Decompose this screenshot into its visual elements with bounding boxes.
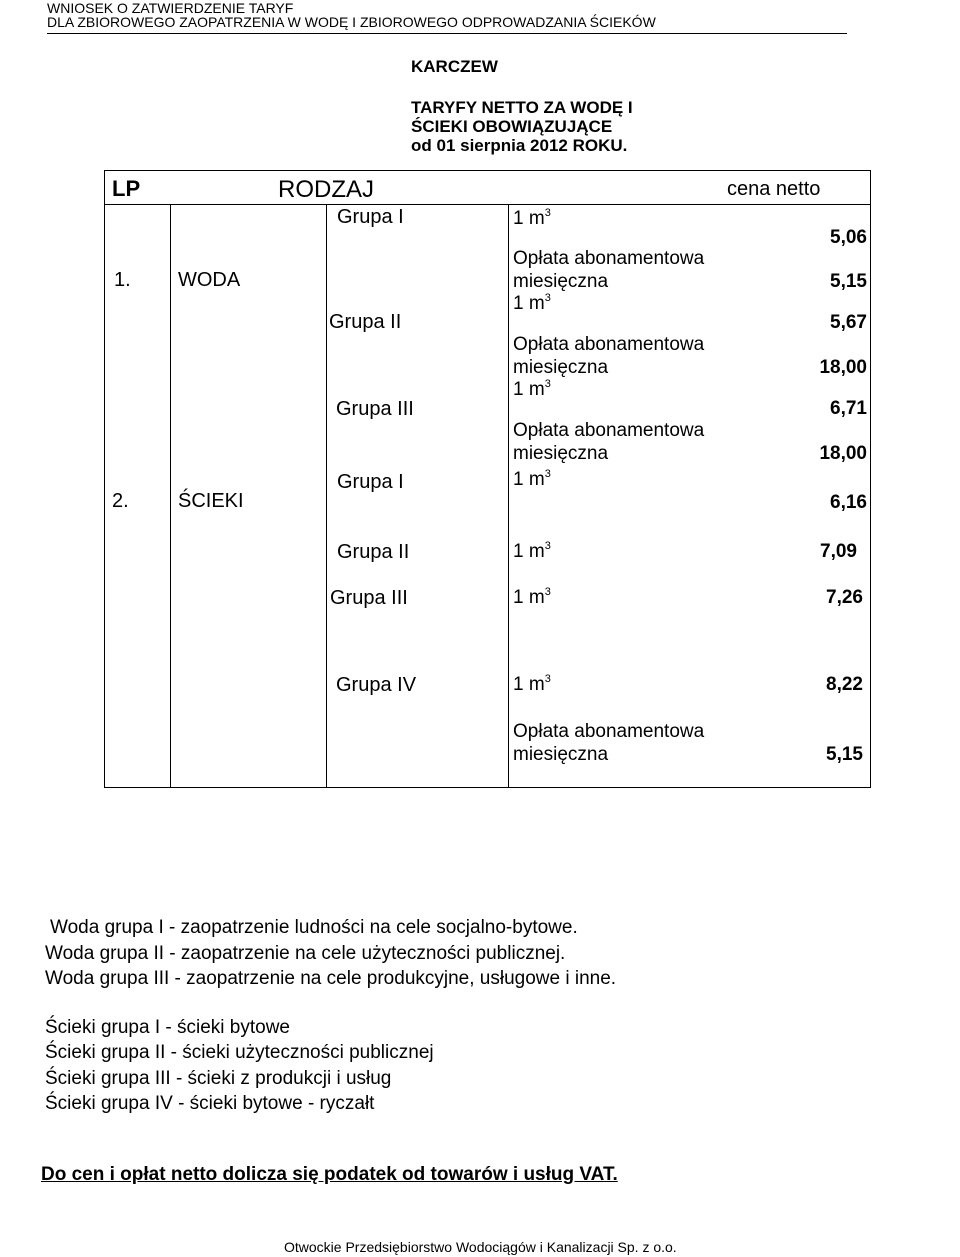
header-title-line2: DLA ZBIOROWEGO ZAOPATRZENIA W WODĘ I ZBIOROWEGO ODPROWADZANIA ŚCIEKÓW [47, 14, 656, 30]
city-title: KARCZEW [411, 57, 498, 76]
water-lp: 1. [114, 269, 131, 291]
sewage-fee-price: 5,15 [826, 744, 863, 765]
table-top-border [104, 170, 871, 171]
header-lp: LP [112, 176, 141, 201]
sewage-group-label: Grupa IV [336, 674, 417, 696]
water-group-label: Grupa II [329, 311, 402, 333]
legend-water-1: Woda grupa I - zaopatrzenie ludności na cele socjalno-bytowe. [50, 917, 578, 938]
water-group-label: Grupa III [336, 398, 414, 420]
water-group-fee-price: 5,15 [830, 271, 867, 292]
unit-column-divider [508, 204, 509, 787]
table-right-border [870, 170, 871, 788]
legend-sewage-3: Ścieki grupa III - ścieki z produkcji i usług [45, 1068, 392, 1089]
unit-label: 1 $m^3$ [513, 673, 551, 695]
legend-water-2: Woda grupa II - zaopatrzenie na cele użyteczności publicznej. [45, 943, 566, 964]
legend-sewage-4: Ścieki grupa IV - ścieki bytowe - ryczałt [45, 1093, 375, 1114]
unit-label: 1 $m^3$ [513, 586, 551, 608]
sewage-group-label: Grupa I [337, 471, 404, 493]
water-group-unit-price: 5,67 [830, 312, 867, 333]
sewage-group-unit-price: 8,22 [826, 674, 863, 695]
header-cena-netto: cena netto [727, 178, 821, 200]
unit-label: 1 $m^3$ [513, 378, 551, 400]
fee-label-line2: miesięczna [513, 443, 609, 464]
fee-label-line1: Opłata abonamentowa [513, 248, 705, 269]
sewage-group-label: Grupa II [337, 541, 410, 563]
tariff-title-line2: ŚCIEKI OBOWIĄZUJĄCE [411, 117, 613, 136]
fee-label-line2: miesięczna [513, 357, 609, 378]
tariff-title-line3: od 01 sierpnia 2012 ROKU. [411, 136, 628, 155]
sewage-lp: 2. [112, 490, 129, 512]
fee-label-line1: Opłata abonamentowa [513, 420, 705, 441]
sewage-name: ŚCIEKI [178, 490, 244, 512]
tariff-title-line1: TARYFY NETTO ZA WODĘ I [411, 98, 633, 117]
legend-sewage-1: Ścieki grupa I - ścieki bytowe [45, 1017, 290, 1038]
vat-note: Do cen i opłat netto dolicza się podatek od towarów i usług VAT. [41, 1164, 618, 1185]
fee-label-line2: miesięczna [513, 744, 609, 765]
unit-label: 1 $m^3$ [513, 207, 551, 229]
footer-company: Otwockie Przedsiębiorstwo Wodociągów i Kanalizacji Sp. z o.o. [284, 1239, 677, 1255]
water-group-label: Grupa I [337, 206, 404, 228]
legend-water-3: Woda grupa III - zaopatrzenie na cele produkcyjne, usługowe i inne. [45, 968, 617, 989]
fee-label-line1: Opłata abonamentowa [513, 721, 705, 742]
unit-label: 1 $m^3$ [513, 292, 551, 314]
group-column-divider [326, 204, 327, 787]
sewage-group-unit-price: 7,26 [826, 587, 863, 608]
water-group-unit-price: 6,71 [830, 398, 867, 419]
fee-label-line1: Opłata abonamentowa [513, 334, 705, 355]
table-left-border [104, 170, 105, 788]
water-name: WODA [178, 269, 241, 291]
sewage-group-label: Grupa III [330, 587, 408, 609]
table-bottom-border [104, 787, 871, 788]
unit-label: 1 $m^3$ [513, 540, 551, 562]
header-title-line1: WNIOSEK O ZATWIERDZENIE TARYF [47, 0, 294, 16]
header-rule [47, 33, 847, 34]
table-header-border [104, 204, 871, 205]
fee-label-line2: miesięczna [513, 271, 609, 292]
water-group-fee-price: 18,00 [819, 357, 867, 378]
unit-label: 1 $m^3$ [513, 468, 551, 490]
water-group-unit-price: 5,06 [830, 227, 867, 248]
sewage-group-unit-price: 6,16 [830, 492, 867, 513]
sewage-group-unit-price: 7,09 [820, 541, 857, 562]
legend-sewage-2: Ścieki grupa II - ścieki użyteczności publicznej [45, 1042, 434, 1063]
lp-column-divider [170, 204, 171, 787]
header-rodzaj: RODZAJ [278, 176, 374, 203]
water-group-fee-price: 18,00 [819, 443, 867, 464]
